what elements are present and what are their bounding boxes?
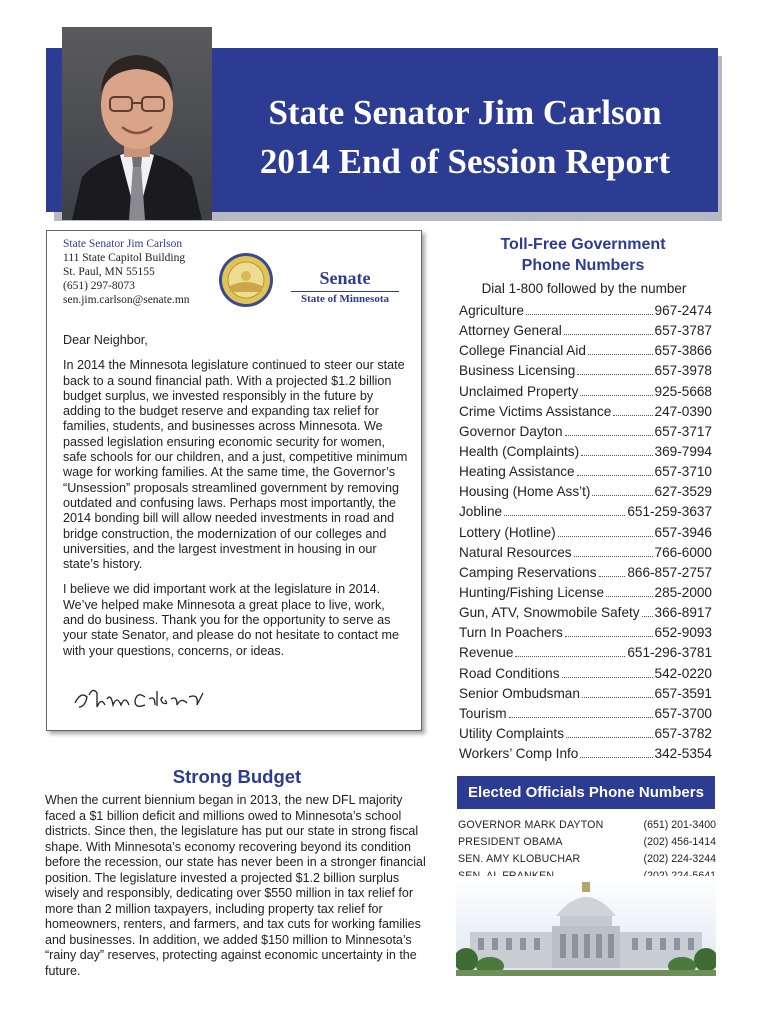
senate-logo-title: Senate xyxy=(319,268,371,288)
phone-row xyxy=(459,545,712,565)
phone-row xyxy=(459,666,712,686)
budget-paragraph: When the current biennium began in 2013, the new DFL majority faced a $1 billion deficit and millions owed to Minnesota’s school districts. Since then, the legislature has put our state in strong fiscal shape. With Minnesota’s economy recovering beyond its condition before the recession, our state has never been in a stronger financial position. The legislature invested a projected $1.2 billion surplus wisely and responsibly, dedicating over $550 million in tax relief for more than 2 million taxpayers, including property tax relief for homeowners, renters, and farmers, and tax cuts for working families and businesses. In addition, we added $150 million to Minnesota’s “rainy day” reserves, protecting against economic uncertainty in the future. xyxy=(45,793,426,978)
phone-row xyxy=(459,444,712,464)
phone-number: 657-3787 xyxy=(654,323,712,339)
phone-label: Attorney General xyxy=(459,323,562,339)
official-phone: (651) 201-3400 xyxy=(643,819,716,831)
dot-leader xyxy=(592,495,652,496)
phone-number: 657-3866 xyxy=(654,343,712,359)
official-phone: (202) 456-1414 xyxy=(643,836,716,848)
phone-row xyxy=(459,323,712,343)
official-name: GOVERNOR MARK DAYTON xyxy=(458,819,604,831)
phone-numbers-heading xyxy=(452,234,714,276)
dot-leader xyxy=(581,455,652,456)
phone-row xyxy=(459,343,712,363)
letter-greeting: Dear Neighbor, xyxy=(63,333,148,347)
phone-row xyxy=(459,484,712,504)
dot-leader xyxy=(577,374,652,375)
phone-number: 657-3717 xyxy=(654,423,712,439)
phone-number: 369-7994 xyxy=(654,443,712,459)
official-row xyxy=(458,834,716,851)
page-title xyxy=(212,88,718,186)
phone-number: 866-857-2757 xyxy=(627,564,712,580)
phone-label: Business Licensing xyxy=(459,363,576,379)
phone-number: 967-2474 xyxy=(654,303,712,318)
phone-heading-line-2: Phone Numbers xyxy=(521,257,645,274)
email-address: sen.jim.carlson@senate.mn xyxy=(63,294,190,306)
dot-leader xyxy=(564,334,653,335)
dot-leader xyxy=(599,576,626,577)
dot-leader xyxy=(515,656,625,657)
phone-number: 766-6000 xyxy=(654,544,712,560)
official-phone: (202) 224-3244 xyxy=(643,853,716,865)
phone-label: Housing (Home Ass’t) xyxy=(459,484,591,500)
phone-number: 657-3591 xyxy=(654,685,712,701)
dot-leader xyxy=(526,314,653,315)
phone-row xyxy=(459,363,712,383)
phone-label: Camping Reservations xyxy=(459,564,597,580)
dot-leader xyxy=(613,415,652,416)
phone-number: 542-0220 xyxy=(654,665,712,681)
phone-number: 651-259-3637 xyxy=(627,504,712,520)
letter-paragraph: In 2014 the Minnesota legislature continued to steer our state back to a sound financial path. With a projected $1.2 billion budget surplus, we invested responsibly in the future by adding to the budget reserve and expanding tax relief for families, students, and businesses across Minnesota. We passed legislation ensuring economic security for women, safe schools for our children, and a just, competitive minimum wage for working families. At the same time, the Governor’s “Unsession” proposals streamlined government by removing outdated and confusing laws. Perhaps most importantly, the 2014 bonding bill will allow needed investments in road and bridge construction, the modernization of our colleges and universities, and the largest investment in housing in our state’s history. xyxy=(63,358,408,572)
letter-paragraph: I believe we did important work at the legislature in 2014. We’ve helped make Minnesota a great place to live, work, and do business. Thank you for the opportunity to serve as your state Senator, and please do not hesitate to contact me with your questions, concerns, or ideas. xyxy=(63,582,400,658)
senator-portrait-image xyxy=(62,27,212,220)
phone-numbers-subtitle: Dial 1-800 followed by the number xyxy=(481,281,687,296)
phone-label: Tourism xyxy=(459,705,507,721)
title-line-1: State Senator Jim Carlson xyxy=(268,93,662,132)
phone-number: 627-3529 xyxy=(654,484,712,500)
phone-label: Senior Ombudsman xyxy=(459,685,580,701)
phone-number: 657-3710 xyxy=(654,464,712,480)
phone-row xyxy=(459,504,712,524)
official-row xyxy=(458,817,716,834)
phone-row xyxy=(459,605,712,625)
dot-leader xyxy=(558,536,653,537)
phone-label: Utility Complaints xyxy=(459,725,564,741)
phone-row xyxy=(459,424,712,444)
capitol-building-image xyxy=(456,876,716,976)
letter-body xyxy=(63,333,409,669)
dot-leader xyxy=(580,757,652,758)
phone-row xyxy=(459,585,712,605)
official-row xyxy=(458,851,716,868)
dot-leader xyxy=(509,717,653,718)
address-line: 111 State Capitol Building xyxy=(63,252,186,264)
phone-row xyxy=(459,726,712,746)
phone-number: 651-296-3781 xyxy=(627,645,712,661)
phone-label: Jobline xyxy=(459,504,503,520)
phone-row xyxy=(459,384,712,404)
phone-row xyxy=(459,645,712,665)
dot-leader xyxy=(565,435,653,436)
phone-number-list xyxy=(459,303,712,766)
phone-label: Lottery (Hotline) xyxy=(459,524,556,540)
officials-heading: Elected Officials Phone Numbers xyxy=(457,776,715,809)
dot-leader xyxy=(504,515,625,516)
state-seal-icon xyxy=(218,252,274,308)
dot-leader xyxy=(606,596,652,597)
address-line: State Senator Jim Carlson xyxy=(63,238,183,250)
phone-label: College Financial Aid xyxy=(459,343,586,359)
dot-leader xyxy=(582,697,653,698)
phone-row xyxy=(459,625,712,645)
phone-row xyxy=(459,525,712,545)
phone-number: 657-3782 xyxy=(654,725,712,741)
phone-label: Health (Complaints) xyxy=(459,443,580,459)
phone-number: 657-3700 xyxy=(654,705,712,721)
dot-leader xyxy=(566,737,653,738)
phone-heading-line-1: Toll-Free Government xyxy=(500,236,666,253)
phone-row xyxy=(459,706,712,726)
dot-leader xyxy=(588,354,653,355)
dot-leader xyxy=(562,677,653,678)
phone-number: 925-5668 xyxy=(654,383,712,399)
phone-number: 342-5354 xyxy=(654,746,712,762)
dot-leader xyxy=(580,395,652,396)
official-name: PRESIDENT OBAMA xyxy=(458,836,563,848)
sender-address xyxy=(63,237,190,307)
dot-leader xyxy=(574,556,653,557)
phone-row xyxy=(459,686,712,706)
senate-logo-rule xyxy=(291,291,399,292)
phone-row xyxy=(459,303,712,323)
phone-label: Turn In Poachers xyxy=(459,625,563,641)
portrait-illustration xyxy=(62,27,212,220)
phone-label: Natural Resources xyxy=(459,544,572,560)
phone-label: Hunting/Fishing License xyxy=(459,584,605,600)
phone-label: Crime Victims Assistance xyxy=(459,403,612,419)
budget-heading: Strong Budget xyxy=(172,766,302,787)
phone-number: 247-0390 xyxy=(654,403,712,419)
title-line-2: 2014 End of Session Report xyxy=(259,142,671,181)
phone-label: Governor Dayton xyxy=(459,423,563,439)
address-line: St. Paul, MN 55155 xyxy=(63,266,155,278)
dot-leader xyxy=(565,636,653,637)
phone-label: Agriculture xyxy=(459,303,524,318)
phone-number: 657-3978 xyxy=(654,363,712,379)
handwritten-signature xyxy=(71,683,241,713)
phone-label: Road Conditions xyxy=(459,665,560,681)
phone-label: Gun, ATV, Snowmobile Safety xyxy=(459,605,640,621)
phone-row xyxy=(459,404,712,424)
phone-row xyxy=(459,565,712,585)
officials-list xyxy=(458,817,716,885)
senate-logo xyxy=(291,267,399,305)
phone-number: 366-8917 xyxy=(654,605,712,621)
phone-label: Unclaimed Property xyxy=(459,383,579,399)
dot-leader xyxy=(642,616,653,617)
phone-label: Heating Assistance xyxy=(459,464,575,480)
address-line: (651) 297-8073 xyxy=(63,280,135,292)
phone-row xyxy=(459,746,712,766)
phone-number: 657-3946 xyxy=(654,524,712,540)
phone-label: Workers’ Comp Info xyxy=(459,746,579,762)
phone-number: 652-9093 xyxy=(654,625,712,641)
phone-label: Revenue xyxy=(459,645,514,661)
phone-number: 285-2000 xyxy=(654,584,712,600)
senate-logo-subtitle: State of Minnesota xyxy=(301,293,389,305)
official-name: SEN. AMY KLOBUCHAR xyxy=(458,853,581,865)
dot-leader xyxy=(577,475,653,476)
phone-row xyxy=(459,464,712,484)
letter-panel xyxy=(46,230,422,731)
